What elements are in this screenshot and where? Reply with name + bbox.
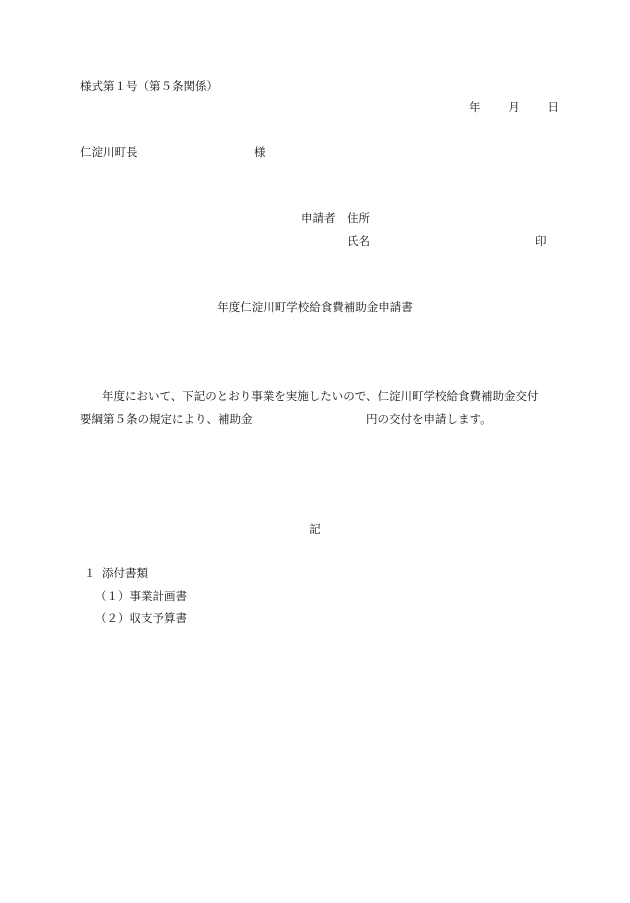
body-line-1: 年度において、下記のとおり事業を実施したいので、仁淀川町学校給食費補助金交付 [102,389,539,403]
body-line-2-end: 円の交付を申請します。 [366,412,492,426]
seal-label: 印 [535,234,547,248]
record-heading: 記 [309,522,321,536]
addressee-name: 仁淀川町長 [80,145,138,159]
date-year: 年 [469,100,481,114]
form-number: 様式第１号（第５条関係） [80,79,218,93]
date-line [469,100,559,114]
applicant-role-label: 申請者 [301,211,336,225]
attachment-item: （２）収支予算書 [95,611,187,625]
attachments-number: １ [84,566,96,580]
document-title: 年度仁淀川町学校給食費補助金申請書 [217,300,413,314]
applicant-name-label: 氏名 [347,234,370,248]
date-day: 日 [547,100,559,114]
attachments-heading: 添付書類 [102,566,148,580]
addressee-honorific: 様 [254,145,266,159]
body-line-2-start: 要綱第５条の規定により、補助金 [80,412,253,426]
applicant-address-label: 住所 [347,211,370,225]
attachment-item: （１）事業計画書 [95,589,187,603]
date-month: 月 [508,100,520,114]
